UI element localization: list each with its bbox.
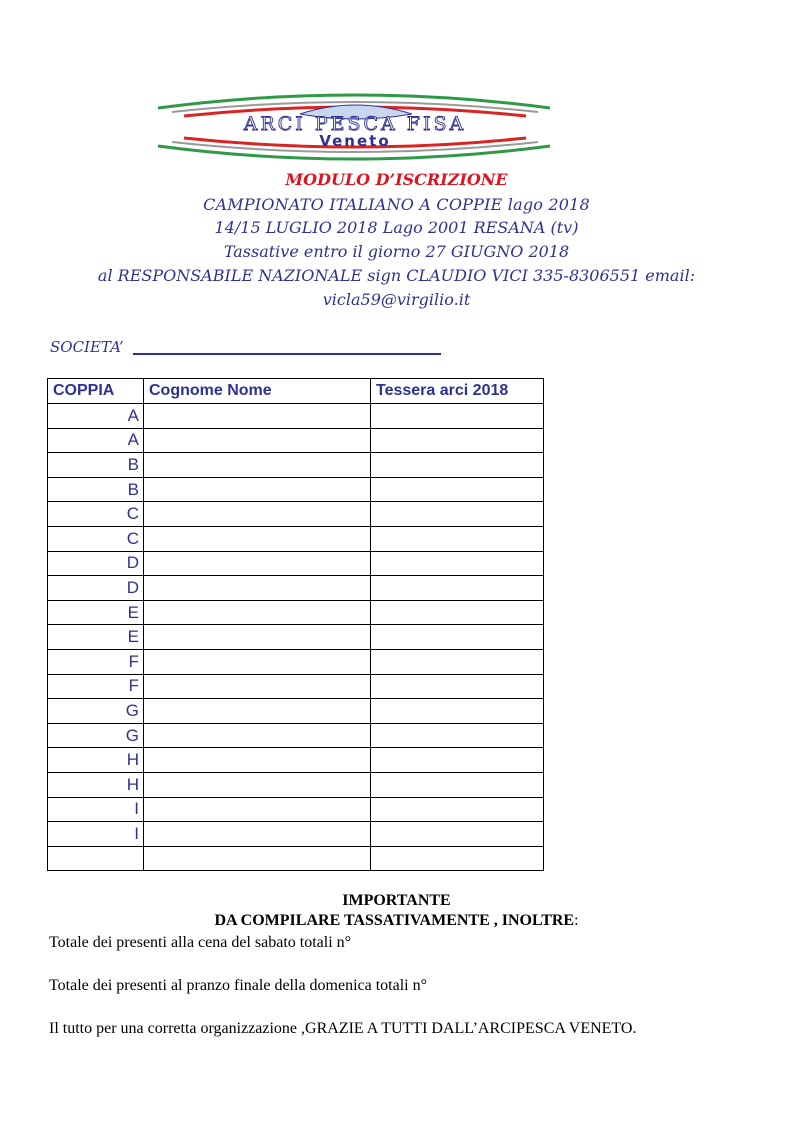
cognome-nome-cell[interactable] xyxy=(144,625,371,650)
important-heading: IMPORTANTE xyxy=(342,892,451,909)
tessera-cell[interactable] xyxy=(371,822,544,847)
coppia-cell: D xyxy=(48,551,144,576)
tessera-cell[interactable] xyxy=(371,526,544,551)
responsible-line: al RESPONSABILE NAZIONALE sign CLAUDIO VICI 335-8306551 email: xyxy=(97,266,696,285)
cognome-nome-cell[interactable] xyxy=(144,600,371,625)
tessera-cell[interactable] xyxy=(371,551,544,576)
email-line: vicla59@virgilio.it xyxy=(322,290,471,309)
societa-label: SOCIETA’ xyxy=(50,338,124,356)
tessera-cell[interactable] xyxy=(371,428,544,453)
cognome-nome-cell[interactable] xyxy=(144,846,371,871)
header-cognome-nome: Cognome Nome xyxy=(144,379,371,404)
table-row xyxy=(48,748,544,773)
tessera-cell[interactable] xyxy=(371,748,544,773)
table-row xyxy=(48,526,544,551)
cognome-nome-cell[interactable] xyxy=(144,477,371,502)
coppia-cell: A xyxy=(48,428,144,453)
lunch-count-line: Totale dei presenti al pranzo finale della domenica totali n° xyxy=(49,977,428,994)
table-row xyxy=(48,797,544,822)
table-row xyxy=(48,723,544,748)
table-row xyxy=(48,477,544,502)
cognome-nome-cell[interactable] xyxy=(144,502,371,527)
cognome-nome-cell[interactable] xyxy=(144,797,371,822)
cognome-nome-cell[interactable] xyxy=(144,404,371,429)
societa-input-line[interactable] xyxy=(133,353,441,355)
table-row xyxy=(48,428,544,453)
compile-colon: : xyxy=(574,912,579,929)
table-row xyxy=(48,846,544,871)
cognome-nome-cell[interactable] xyxy=(144,723,371,748)
header-coppia: COPPIA xyxy=(48,379,144,404)
logo-bottom-text: Veneto xyxy=(319,132,391,150)
championship-line: CAMPIONATO ITALIANO A COPPIE lago 2018 xyxy=(203,195,590,214)
tessera-cell[interactable] xyxy=(371,649,544,674)
cognome-nome-cell[interactable] xyxy=(144,551,371,576)
coppia-cell: B xyxy=(48,453,144,478)
cognome-nome-cell[interactable] xyxy=(144,699,371,724)
table-header-row xyxy=(48,379,544,404)
cognome-nome-cell[interactable] xyxy=(144,428,371,453)
tessera-cell[interactable] xyxy=(371,576,544,601)
date-location-line: 14/15 LUGLIO 2018 Lago 2001 RESANA (tv) xyxy=(214,218,579,237)
coppia-cell: I xyxy=(48,797,144,822)
form-title: MODULO D’ISCRIZIONE xyxy=(285,170,508,189)
tessera-cell[interactable] xyxy=(371,625,544,650)
table-row xyxy=(48,502,544,527)
table-row xyxy=(48,822,544,847)
table-row xyxy=(48,404,544,429)
cognome-nome-cell[interactable] xyxy=(144,526,371,551)
coppia-cell: H xyxy=(48,772,144,797)
tessera-cell[interactable] xyxy=(371,674,544,699)
coppia-cell: H xyxy=(48,748,144,773)
tessera-cell[interactable] xyxy=(371,404,544,429)
tessera-cell[interactable] xyxy=(371,723,544,748)
coppia-cell: B xyxy=(48,477,144,502)
cognome-nome-cell[interactable] xyxy=(144,822,371,847)
coppia-cell: G xyxy=(48,723,144,748)
dinner-count-line: Totale dei presenti alla cena del sabato totali n° xyxy=(49,934,352,951)
cognome-nome-cell[interactable] xyxy=(144,649,371,674)
cognome-nome-cell[interactable] xyxy=(144,453,371,478)
compile-text: DA COMPILARE TASSATIVAMENTE , INOLTRE xyxy=(214,912,575,929)
coppia-cell: D xyxy=(48,576,144,601)
cognome-nome-cell[interactable] xyxy=(144,674,371,699)
registration-table xyxy=(47,378,544,871)
table-row xyxy=(48,625,544,650)
table-row xyxy=(48,453,544,478)
coppia-cell: E xyxy=(48,600,144,625)
table-row xyxy=(48,551,544,576)
tessera-cell[interactable] xyxy=(371,772,544,797)
table-row xyxy=(48,674,544,699)
coppia-cell: F xyxy=(48,674,144,699)
deadline-line: Tassative entro il giorno 27 GIUGNO 2018 xyxy=(223,242,570,261)
table-row xyxy=(48,699,544,724)
tessera-cell[interactable] xyxy=(371,453,544,478)
tessera-cell[interactable] xyxy=(371,502,544,527)
coppia-cell: C xyxy=(48,526,144,551)
tessera-cell[interactable] xyxy=(371,600,544,625)
table-row xyxy=(48,649,544,674)
table-row xyxy=(48,576,544,601)
cognome-nome-cell[interactable] xyxy=(144,576,371,601)
coppia-cell: E xyxy=(48,625,144,650)
coppia-cell: F xyxy=(48,649,144,674)
coppia-cell: A xyxy=(48,404,144,429)
tessera-cell[interactable] xyxy=(371,699,544,724)
coppia-cell: C xyxy=(48,502,144,527)
tessera-cell[interactable] xyxy=(371,846,544,871)
table-row xyxy=(48,600,544,625)
coppia-cell xyxy=(48,846,144,871)
tessera-cell[interactable] xyxy=(371,797,544,822)
coppia-cell: G xyxy=(48,699,144,724)
cognome-nome-cell[interactable] xyxy=(144,772,371,797)
table-row xyxy=(48,772,544,797)
thanks-line: Il tutto per una corretta organizzazione ,GRAZIE A TUTTI DALL’ARCIPESCA VENETO. xyxy=(49,1020,637,1037)
arci-pesca-logo xyxy=(150,88,560,166)
header-tessera: Tessera arci 2018 xyxy=(371,379,544,404)
cognome-nome-cell[interactable] xyxy=(144,748,371,773)
coppia-cell: I xyxy=(48,822,144,847)
tessera-cell[interactable] xyxy=(371,477,544,502)
logo-top-text: ARCI PESCA FISA xyxy=(243,113,467,135)
compile-heading xyxy=(0,912,793,930)
